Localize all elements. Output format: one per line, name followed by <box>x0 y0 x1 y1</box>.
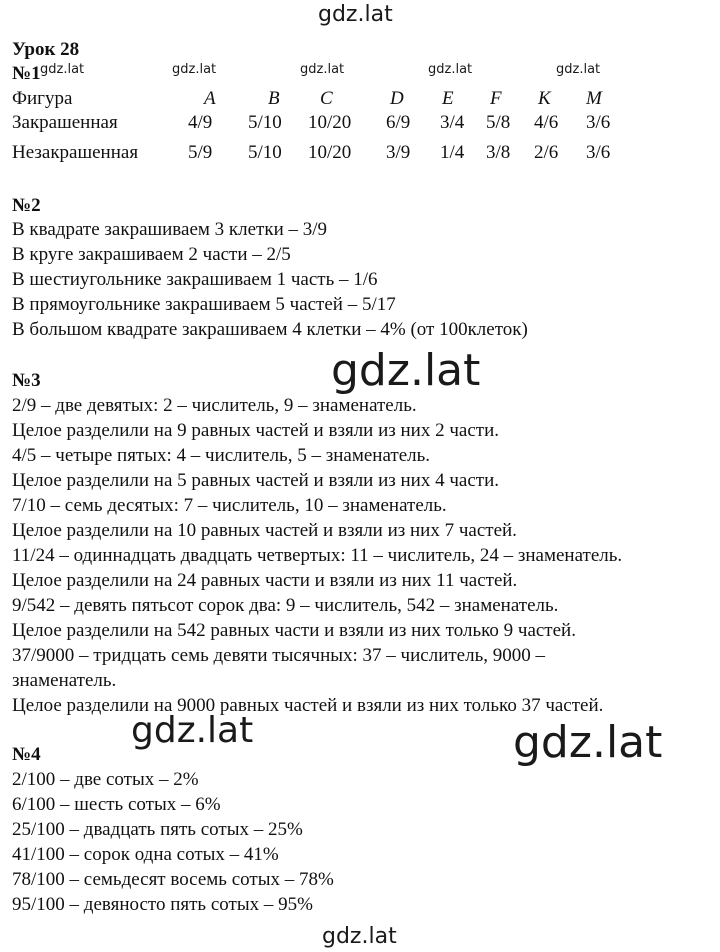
task3-line: Целое разделили на 10 равных частей и взяли из них 7 частей. <box>12 520 517 541</box>
task3-line: Целое разделили на 5 равных частей и взяли из них 4 части. <box>12 470 499 491</box>
figure-f: F <box>490 88 502 109</box>
task4-line: 6/100 – шесть сотых – 6% <box>12 794 221 815</box>
task4-line: 95/100 – девяносто пять сотых – 95% <box>12 894 313 915</box>
task4-line: 78/100 – семьдесят восемь сотых – 78% <box>12 869 334 890</box>
table-cell: 10/20 <box>308 112 352 133</box>
figure-m: M <box>586 88 602 109</box>
table-cell: 5/8 <box>486 112 511 133</box>
table-cell: 3/8 <box>486 142 511 163</box>
table-cell: 5/10 <box>248 142 282 163</box>
row-label: Незакрашенная <box>12 142 139 163</box>
task3-line: 2/9 – две девятых: 2 – числитель, 9 – знаменатель. <box>12 395 417 416</box>
table-cell: 3/4 <box>440 112 465 133</box>
watermark-small-4: gdz.lat <box>428 62 473 77</box>
task3-line: Целое разделили на 9 равных частей и взяли из них 2 части. <box>12 420 499 441</box>
table-cell: 6/9 <box>386 112 411 133</box>
task3-line: Целое разделили на 24 равных части и взяли из них 11 частей. <box>12 570 518 591</box>
task4-line: 25/100 – двадцать пять сотых – 25% <box>12 819 303 840</box>
watermark-small-2: gdz.lat <box>172 62 217 77</box>
task4-line: 41/100 – сорок одна сотых – 41% <box>12 844 279 865</box>
task1-number: №1 <box>12 63 41 84</box>
lesson-title: Урок 28 <box>12 39 80 60</box>
table-cell: 2/6 <box>534 142 559 163</box>
task2-line: В квадрате закрашиваем 3 клетки – 3/9 <box>12 219 328 240</box>
watermark-small-1: gdz.lat <box>40 62 85 77</box>
figure-k: K <box>538 88 551 109</box>
watermark-large-left: gdz.lat <box>131 710 254 751</box>
watermark-large-right: gdz.lat <box>513 717 663 768</box>
figure-b: B <box>268 88 280 109</box>
watermark-small-5: gdz.lat <box>556 62 601 77</box>
task3-line: Целое разделили на 542 равных части и взяли из них только 9 частей. <box>12 620 576 641</box>
task1-header-label: Фигура <box>12 88 73 109</box>
task3-line: 4/5 – четыре пятых: 4 – числитель, 5 – знаменатель. <box>12 445 431 466</box>
task2-line: В круге закрашиваем 2 части – 2/5 <box>12 244 291 265</box>
task3-line: 9/542 – девять пятьсот сорок два: 9 – числитель, 542 – знаменатель. <box>12 595 559 616</box>
figure-c: C <box>320 88 333 109</box>
watermark-top: gdz.lat <box>318 2 393 27</box>
task2-line: В большом квадрате закрашиваем 4 клетки – 4% (от 100клеток) <box>12 319 528 340</box>
watermark-bottom: gdz.lat <box>322 924 397 949</box>
table-cell: 3/6 <box>586 112 611 133</box>
table-cell: 3/6 <box>586 142 611 163</box>
task3-line: 37/9000 – тридцать семь девяти тысячных: 37 – числитель, 9000 – <box>12 645 545 666</box>
figure-d: D <box>390 88 404 109</box>
task2-line: В шестиугольнике закрашиваем 1 часть – 1/6 <box>12 269 378 290</box>
table-cell: 4/9 <box>188 112 213 133</box>
watermark-large-center: gdz.lat <box>331 345 481 396</box>
task3-line: Целое разделили на 9000 равных частей и взяли из них только 37 частей. <box>12 695 604 716</box>
table-cell: 5/10 <box>248 112 282 133</box>
figure-e: E <box>442 88 454 109</box>
row-label: Закрашенная <box>12 112 118 133</box>
table-cell: 4/6 <box>534 112 559 133</box>
table-cell: 10/20 <box>308 142 352 163</box>
task4-line: 2/100 – две сотых – 2% <box>12 769 199 790</box>
figure-a: A <box>204 88 216 109</box>
task3-number: №3 <box>12 370 41 391</box>
watermark-small-3: gdz.lat <box>300 62 345 77</box>
table-cell: 3/9 <box>386 142 411 163</box>
table-cell: 5/9 <box>188 142 213 163</box>
task4-number: №4 <box>12 744 41 765</box>
task2-line: В прямоугольнике закрашиваем 5 частей – 5/17 <box>12 294 396 315</box>
task3-line: 7/10 – семь десятых: 7 – числитель, 10 – знаменатель. <box>12 495 447 516</box>
task2-number: №2 <box>12 195 41 216</box>
task3-line: знаменатель. <box>12 670 117 691</box>
task3-line: 11/24 – одиннадцать двадцать четвертых: 11 – числитель, 24 – знаменатель. <box>12 545 623 566</box>
table-cell: 1/4 <box>440 142 465 163</box>
